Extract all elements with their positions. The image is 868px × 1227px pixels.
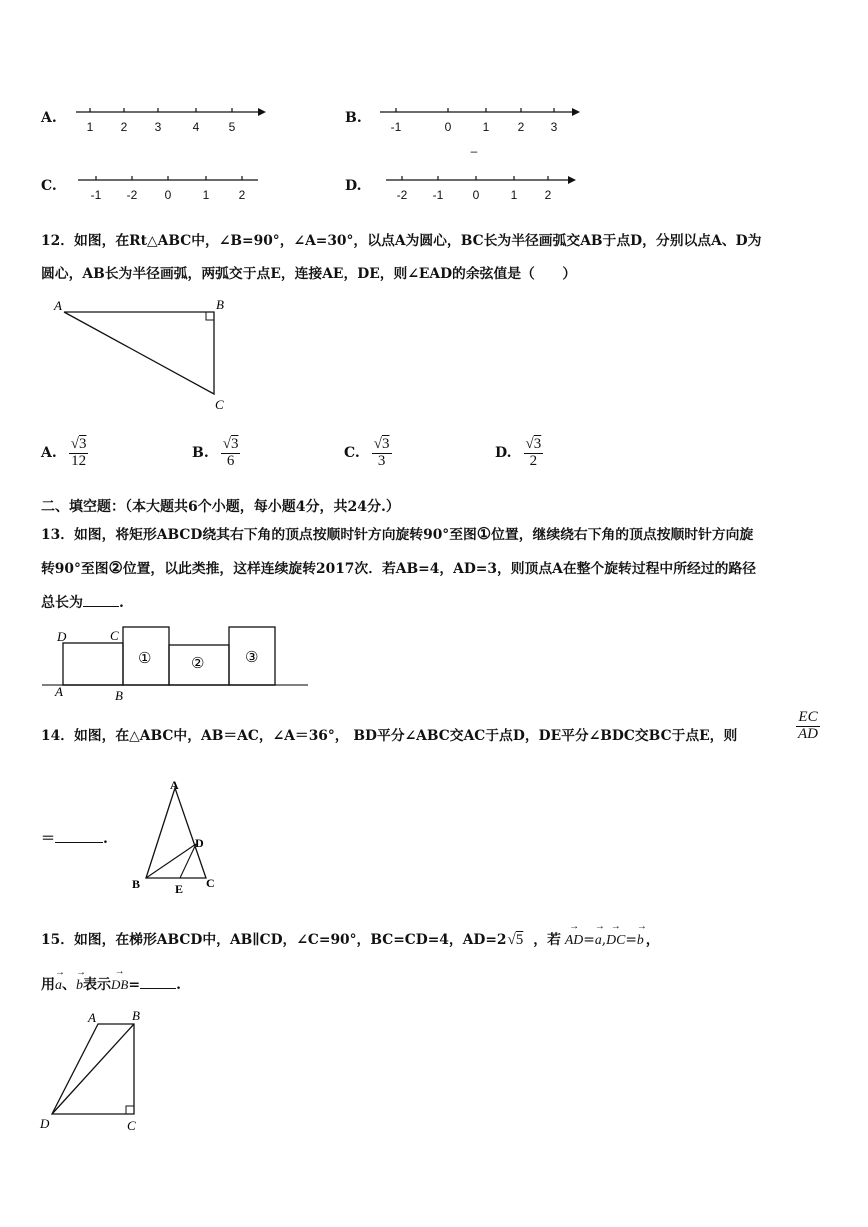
- option-d-label: D.: [345, 178, 362, 194]
- answer-blank[interactable]: [83, 606, 119, 607]
- denominator: 2: [529, 452, 538, 469]
- q13-line2: 转90°至图②位置，以此类推，这样连续旋转2017次．若AB=4，AD=3，则顶点A在整个旋转过程中所经过的路径: [41, 558, 756, 577]
- label-position-2: ②: [191, 656, 205, 672]
- tick-label: 0: [472, 188, 480, 202]
- denominator: 3: [377, 452, 386, 469]
- q12-option-a: [41, 437, 88, 470]
- tick-label: 4: [192, 120, 200, 134]
- answer-blank[interactable]: [140, 988, 176, 989]
- label-d: D: [57, 629, 67, 644]
- label-d: D: [195, 836, 204, 850]
- tick-label: -2: [126, 188, 138, 202]
- q15-trapezoid-figure: [36, 1006, 156, 1136]
- tick-label: 0: [164, 188, 172, 202]
- q14-triangle-figure: [128, 776, 228, 898]
- tick-label: 3: [550, 120, 558, 134]
- label-b: B: [115, 688, 123, 703]
- tick-label: 3: [154, 120, 162, 134]
- answer-blank[interactable]: [55, 842, 103, 843]
- fraction: [221, 437, 241, 470]
- tick-label: 1: [510, 188, 518, 202]
- q14-line1: 14．如图，在△ABC中，AB＝AC，∠A＝36°， BD平分∠ABC交AC于点D，DE平分∠BDC交BC于点E，则: [41, 728, 738, 744]
- vector-db: → DB: [111, 977, 128, 993]
- q13-line1: 13．如图，将矩形ABCD绕其右下角的顶点按顺时针方向旋转90°至图①位置，继续绕右下角的顶点按顺时针方向旋: [41, 524, 754, 543]
- stray-dash: –: [470, 144, 478, 158]
- radicand: 3: [78, 436, 87, 452]
- radicand: 5: [515, 932, 524, 948]
- label-c: C: [206, 876, 215, 890]
- sqrt-sign-icon: √: [525, 436, 534, 452]
- number-line-b: [376, 100, 591, 160]
- q12-option-b: [192, 437, 240, 470]
- label-a: A: [88, 1010, 96, 1025]
- label-b: B: [132, 1008, 140, 1023]
- denominator: 12: [71, 452, 87, 469]
- circled-one: ①: [476, 524, 492, 543]
- label-b: B: [132, 877, 141, 891]
- denominator: AD: [798, 725, 818, 742]
- tick-label: 1: [86, 120, 94, 134]
- q12-line2: 圆心，AB长为半径画弧，两弧交于点E，连接AE，DE，则∠EAD的余弦值是（ ）: [41, 266, 577, 282]
- circled-two: ②: [108, 558, 123, 577]
- tick-label: 2: [238, 188, 246, 202]
- option-a-label: A.: [41, 110, 57, 126]
- fraction: [372, 437, 392, 470]
- q15-line1: 15．如图，在梯形ABCD中，AB∥CD，∠C=90°，BC=CD=4，AD=2 √5 ，若 → AD = → a , → DC = → b ，: [41, 928, 660, 949]
- tick-label: 1: [482, 120, 490, 134]
- option-label: C.: [344, 445, 360, 462]
- tick-label: -2: [396, 188, 408, 202]
- q12-option-c: [344, 437, 392, 470]
- sqrt-sign-icon: √: [70, 436, 79, 452]
- tick-label: 5: [228, 120, 236, 134]
- label-position-3: ③: [245, 650, 259, 666]
- number-line-d: [382, 168, 582, 208]
- radicand: 3: [382, 436, 390, 452]
- fraction: [524, 437, 544, 470]
- number-line-a: [72, 100, 272, 140]
- option-label: B.: [192, 445, 209, 462]
- tick-label: 2: [120, 120, 128, 134]
- q14-fraction: [796, 710, 820, 743]
- vector-b: → b: [76, 978, 83, 994]
- option-label: D.: [495, 445, 512, 462]
- label-a: A: [170, 778, 179, 792]
- tick-label: 2: [517, 120, 525, 134]
- radicand: 3: [230, 436, 239, 452]
- q12-option-d: [495, 437, 543, 470]
- q15-line2: 用 → a 、 → b 表示 → DB = .: [41, 974, 181, 994]
- label-d: D: [40, 1116, 50, 1131]
- q12-line1: 12．如图，在Rt△ABC中，∠B=90°，∠A=30°，以点A为圆心，BC长为半径画弧交AB于点D，分别以点A、D为: [41, 233, 762, 249]
- vector-a: → a: [55, 978, 62, 994]
- q13-line3: 总长为 .: [41, 595, 124, 611]
- vector-dc: → DC: [606, 932, 625, 948]
- label-a: A: [54, 298, 62, 313]
- sqrt-sign-icon: √: [222, 436, 231, 452]
- q14-answer-line: ＝ .: [41, 831, 108, 847]
- tick-label: 1: [202, 188, 210, 202]
- sqrt-sign-icon: √: [373, 436, 383, 452]
- section-title: 二、填空题：（本大题共6个小题，每小题4分，共24分.）: [41, 499, 400, 515]
- numerator: EC: [798, 709, 818, 725]
- q13-rotation-figure: [38, 620, 310, 704]
- label-position-1: ①: [138, 651, 152, 667]
- fraction: [69, 437, 89, 470]
- tick-label: 0: [444, 120, 452, 134]
- label-e: E: [175, 882, 184, 896]
- label-b: B: [216, 297, 224, 312]
- tick-label: -1: [390, 120, 402, 134]
- label-c: C: [110, 628, 119, 643]
- tick-label: -1: [432, 188, 444, 202]
- label-a: A: [55, 684, 63, 699]
- denominator: 6: [226, 452, 235, 469]
- q12-triangle-figure: [48, 292, 248, 417]
- tick-label: -1: [90, 188, 102, 202]
- label-c: C: [127, 1118, 136, 1133]
- number-line-c: [74, 168, 269, 208]
- vector-b: → b: [637, 932, 644, 948]
- option-label: A.: [41, 445, 57, 462]
- tick-label: 2: [544, 188, 552, 202]
- radicand: 3: [533, 436, 542, 452]
- option-b-label: B.: [345, 110, 362, 126]
- option-c-label: C.: [41, 178, 57, 194]
- label-c: C: [215, 397, 224, 412]
- vector-a: → a: [595, 932, 602, 948]
- sqrt-sign-icon: √: [507, 932, 516, 948]
- vector-ad: → AD: [565, 932, 583, 948]
